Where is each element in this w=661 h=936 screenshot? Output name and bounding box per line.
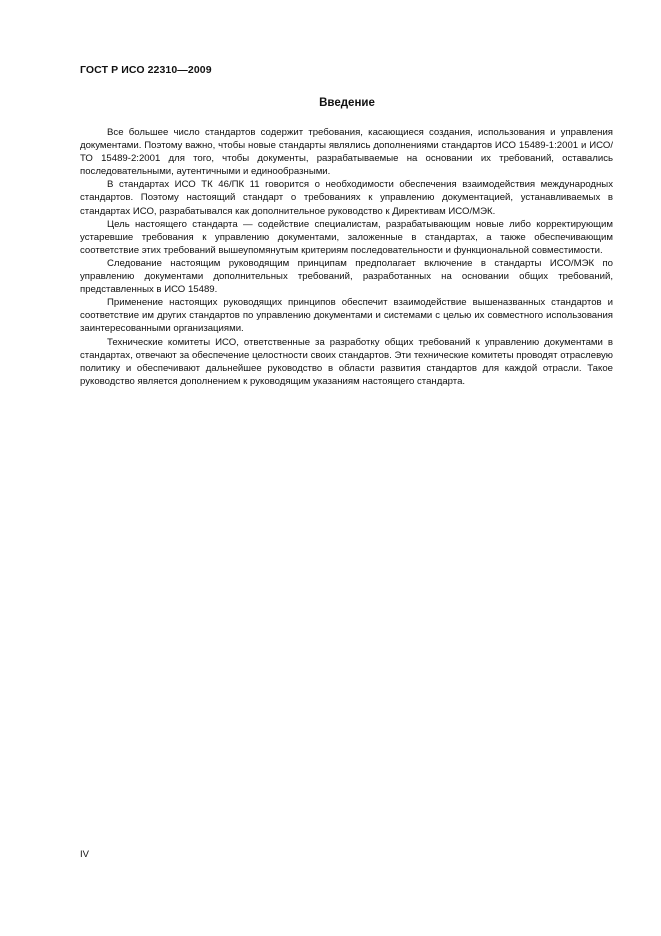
paragraph-1: Все большее число стандартов содержит требования, касающиеся создания, использования и управления документами. Поэтому важно, чтобы новые стандарты являлись дополнениями стандартов ИСО 15489-1:2001 и ИСО/ТО 15489-2:2001 для того, чтобы документы, разрабатываемые на основании их требований, оставались последовательными, аутентичными и единообразными.	[80, 127, 613, 178]
paragraph-2: В стандартах ИСО ТК 46/ПК 11 говорится о необходимости обеспечения взаимодействия международных стандартов. Поэтому настоящий стандарт о требованиях к управлению документацией, устанавливаемых в стандартах ИСО, разрабатывался как дополнительное руководство к Директивам ИСО/МЭК.	[80, 179, 613, 217]
paragraph-3: Цель настоящего стандарта — содействие специалистам, разрабатывающим новые либо корректирующим устаревшие требования к управлению документами, заложенные в стандартах, а также обеспечивающим соответствие этих требований вышеупомянутым критериям последовательности и функциональной совместимости.	[80, 218, 613, 256]
section-title: Введение	[319, 97, 375, 109]
introduction-body	[80, 126, 613, 388]
paragraph-6: Технические комитеты ИСО, ответственные за разработку общих требований к управлению документами в стандартах, отвечают за обеспечение целостности своих стандартов. Эти технические комитеты проводят отраслевую политику и обеспечивают дальнейшее руководство в области развития стандартов для каждой отрасли. Такое руководство является дополнением к руководящим указаниям настоящего стандарта.	[80, 336, 613, 387]
paragraph-5: Применение настоящих руководящих принципов обеспечит взаимодействие вышеназванных стандартов и соответствие им других стандартов по управлению документами и системами с целью их совместного использования заинтересованными организациями.	[80, 297, 613, 335]
document-header-id: ГОСТ Р ИСО 22310—2009	[80, 64, 212, 76]
page-number: IV	[80, 849, 89, 860]
paragraph-4: Следование настоящим руководящим принципам предполагает включение в стандарты ИСО/МЭК по управлению документами дополнительных требований, разработанных на основании общих требований, представленных в ИСО 15489.	[80, 257, 613, 296]
